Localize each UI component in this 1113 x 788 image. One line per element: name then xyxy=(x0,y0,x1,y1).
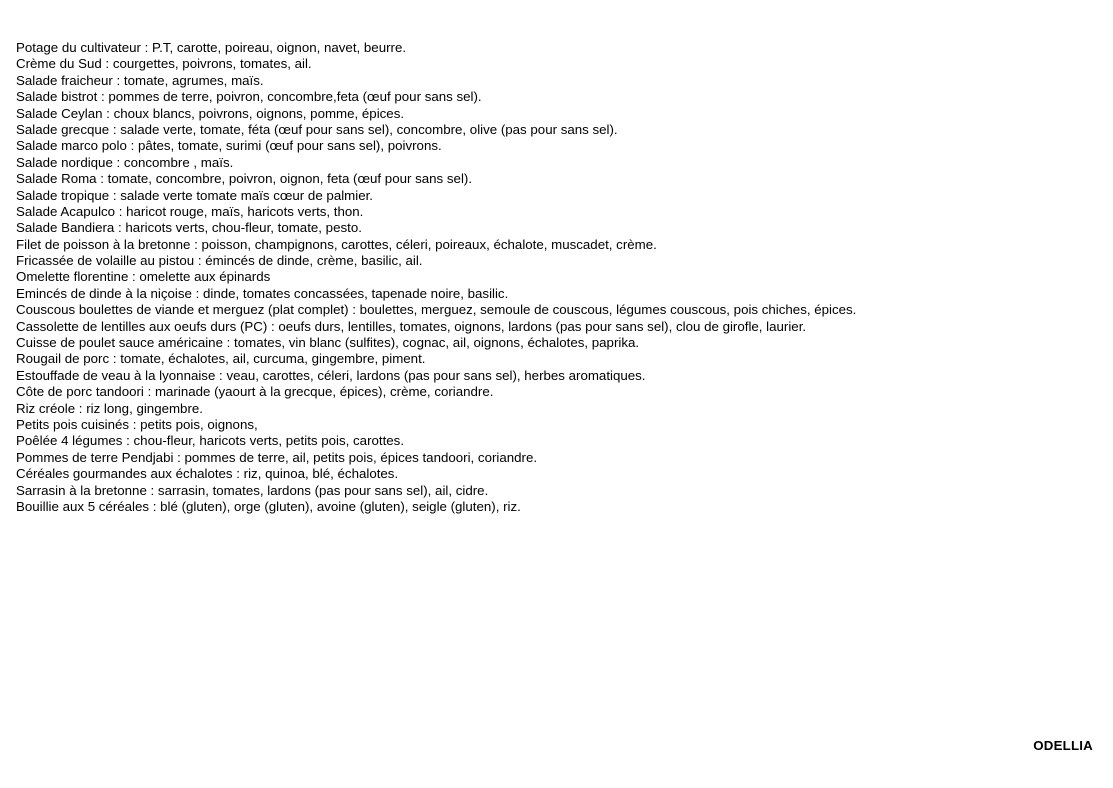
recipe-line: Pommes de terre Pendjabi : pommes de terre, ail, petits pois, épices tandoori, coriandre. xyxy=(16,449,538,465)
recipe-line: Bouillie aux 5 céréales : blé (gluten), orge (gluten), avoine (gluten), seigle (gluten), riz. xyxy=(16,498,521,514)
recipe-line: Cuisse de poulet sauce américaine : tomates, vin blanc (sulfites), cognac, ail, oignons, échalotes, paprika. xyxy=(16,335,640,351)
footer-brand: ODELLIA xyxy=(1033,738,1093,753)
recipe-line: Côte de porc tandoori : marinade (yaourt à la grecque, épices), crème, coriandre. xyxy=(16,384,494,400)
recipe-line: Céréales gourmandes aux échalotes : riz, quinoa, blé, échalotes. xyxy=(16,466,399,482)
recipe-line: Omelette florentine : omelette aux épinards xyxy=(16,269,271,285)
recipe-line: Potage du cultivateur : P.T, carotte, poireau, oignon, navet, beurre. xyxy=(16,40,407,55)
recipe-list xyxy=(16,40,856,515)
recipe-line: Rougail de porc : tomate, échalotes, ail, curcuma, gingembre, piment. xyxy=(16,351,426,367)
recipe-line: Crème du Sud : courgettes, poivrons, tomates, ail. xyxy=(16,56,312,72)
recipe-line: Salade tropique : salade verte tomate maïs cœur de palmier. xyxy=(16,187,373,203)
recipe-line: Salade Bandiera : haricots verts, chou-fleur, tomate, pesto. xyxy=(16,220,362,236)
recipe-line: Sarrasin à la bretonne : sarrasin, tomates, lardons (pas pour sans sel), ail, cidre. xyxy=(16,482,489,498)
recipe-line: Salade fraicheur : tomate, agrumes, maïs. xyxy=(16,72,264,88)
recipe-line: Salade grecque : salade verte, tomate, féta (œuf pour sans sel), concombre, olive (pas pour sans sel). xyxy=(16,121,618,137)
recipe-line: Petits pois cuisinés : petits pois, oignons, xyxy=(16,416,258,432)
recipe-line: Poêlée 4 légumes : chou-fleur, haricots verts, petits pois, carottes. xyxy=(16,433,405,449)
recipe-line: Salade marco polo : pâtes, tomate, surimi (œuf pour sans sel), poivrons. xyxy=(16,138,442,154)
recipe-line: Salade nordique : concombre , maïs. xyxy=(16,154,234,170)
recipe-line: Salade Acapulco : haricot rouge, maïs, haricots verts, thon. xyxy=(16,203,364,219)
recipe-line: Riz créole : riz long, gingembre. xyxy=(16,400,203,416)
recipe-line: Salade Roma : tomate, concombre, poivron, oignon, feta (œuf pour sans sel). xyxy=(16,171,473,187)
recipe-line: Salade Ceylan : choux blancs, poivrons, oignons, pomme, épices. xyxy=(16,105,405,121)
recipe-line: Cassolette de lentilles aux oeufs durs (PC) : oeufs durs, lentilles, tomates, oignons, lardons (pas pour sans sel), clou de girofle, laurier. xyxy=(16,318,807,334)
recipe-line: Couscous boulettes de viande et merguez (plat complet) : boulettes, merguez, semoule de couscous, légumes couscous, pois chiches, épices. xyxy=(16,302,857,318)
recipe-line: Filet de poisson à la bretonne : poisson, champignons, carottes, céleri, poireaux, échalote, muscadet, crème. xyxy=(16,236,657,252)
recipe-line: Salade bistrot : pommes de terre, poivron, concombre,feta (œuf pour sans sel). xyxy=(16,89,482,105)
recipe-line: Estouffade de veau à la lyonnaise : veau, carottes, céleri, lardons (pas pour sans sel), herbes aromatiques. xyxy=(16,367,646,383)
recipe-line: Fricassée de volaille au pistou : émincés de dinde, crème, basilic, ail. xyxy=(16,253,423,269)
recipe-line: Emincés de dinde à la niçoise : dinde, tomates concassées, tapenade noire, basilic. xyxy=(16,285,509,301)
